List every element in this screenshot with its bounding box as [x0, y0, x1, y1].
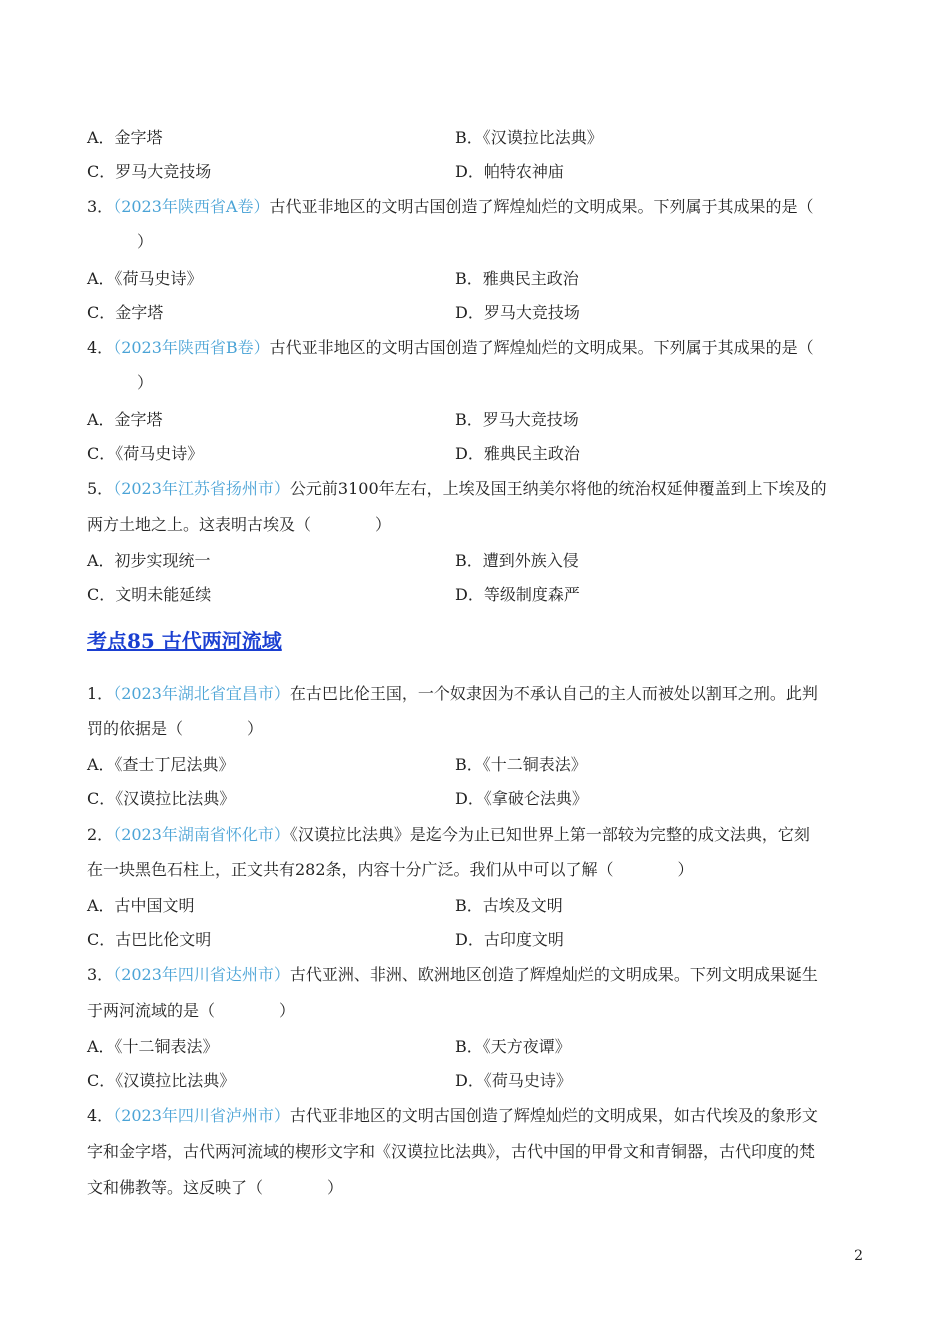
option-b: B．罗马大竞技场 — [455, 410, 579, 429]
option-a: A．《十二铜表法》 — [87, 1037, 219, 1056]
question-source: （2023年陕西省B卷） — [113, 338, 270, 357]
option-b: B．雅典民主政治 — [455, 269, 579, 288]
question-source: （2023年湖北省宜昌市） — [113, 684, 290, 703]
question-text: 古代亚洲、非洲、欧洲地区创造了辉煌灿烂的文明成果。下列文明成果诞生 — [289, 965, 818, 984]
question-number: 4． — [87, 1106, 114, 1125]
question-3-continued: ） — [137, 232, 154, 251]
option-a: A．《查士丁尼法典》 — [87, 755, 235, 774]
option-a: A．古中国文明 — [87, 896, 195, 915]
question-4-continued: ） — [137, 373, 154, 392]
question-source: （2023年四川省达州市） — [113, 965, 290, 984]
option-c: C．文明未能延续 — [87, 585, 212, 604]
option-c: C．罗马大竞技场 — [87, 162, 212, 181]
question-1-continued: 罚的依据是（ ） — [87, 719, 264, 738]
question-number: 3． — [87, 965, 114, 984]
option-b: B．《十二铜表法》 — [455, 755, 587, 774]
question-source: （2023年四川省泸州市） — [113, 1106, 290, 1125]
question-4b-continued: 字和金字塔，古代两河流域的楔形文字和《汉谟拉比法典》，古代中国的甲骨文和青铜器，古代印度的梵 — [87, 1142, 816, 1161]
question-number: 5． — [87, 479, 114, 498]
question-text: 《汉谟拉比法典》是迄今为止已知世界上第一部较为完整的成文法典，它刻 — [289, 825, 810, 844]
question-source: （2023年江苏省扬州市） — [113, 479, 290, 498]
question-number: 1． — [87, 684, 114, 703]
question-4b-continued-2: 文和佛教等。这反映了（ ） — [87, 1178, 344, 1197]
question-3 — [87, 196, 863, 218]
option-b: B．《汉谟拉比法典》 — [455, 128, 603, 147]
question-text: 古代亚非地区的文明古国创造了辉煌灿烂的文明成果，如古代埃及的象形文 — [289, 1106, 818, 1125]
option-b: B．遭到外族入侵 — [455, 551, 579, 570]
question-source: （2023年陕西省A卷） — [113, 197, 270, 216]
question-5 — [87, 478, 863, 500]
question-text: 古代亚非地区的文明古国创造了辉煌灿烂的文明成果。下列属于其成果的是（ — [269, 197, 814, 216]
option-a: A．金字塔 — [87, 410, 163, 429]
option-d: D．等级制度森严 — [455, 585, 580, 604]
question-3b-continued: 于两河流域的是（ ） — [87, 1001, 296, 1020]
question-4b — [87, 1105, 863, 1127]
question-2-continued: 在一块黑色石柱上，正文共有282条，内容十分广泛。我们从中可以了解（ ） — [87, 860, 694, 879]
question-number: 2． — [87, 825, 114, 844]
question-text: 在古巴比伦王国，一个奴隶因为不承认自己的主人而被处以割耳之刑。此判 — [289, 684, 818, 703]
option-c: C．《汉谟拉比法典》 — [87, 789, 236, 808]
option-a: A．《荷马史诗》 — [87, 269, 203, 288]
option-d: D．古印度文明 — [455, 930, 564, 949]
question-source: （2023年湖南省怀化市） — [113, 825, 290, 844]
section-heading: 考点85 古代两河流域 — [87, 629, 282, 653]
option-b: B．《天方夜谭》 — [455, 1037, 571, 1056]
question-3b — [87, 964, 863, 986]
option-c: C．金字塔 — [87, 303, 164, 322]
option-d: D．《荷马史诗》 — [455, 1071, 572, 1090]
option-a: A．初步实现统一 — [87, 551, 211, 570]
question-text: 古代亚非地区的文明古国创造了辉煌灿烂的文明成果。下列属于其成果的是（ — [269, 338, 814, 357]
question-number: 4． — [87, 338, 114, 357]
option-d: D．帕特农神庙 — [455, 162, 564, 181]
question-1 — [87, 683, 863, 705]
option-d: D．罗马大竞技场 — [455, 303, 580, 322]
page-number: 2 — [854, 1248, 863, 1264]
question-4 — [87, 337, 863, 359]
option-c: C．《汉谟拉比法典》 — [87, 1071, 236, 1090]
question-5-continued: 两方土地之上。这表明古埃及（ ） — [87, 515, 392, 534]
question-2 — [87, 824, 863, 846]
option-c: C．《荷马史诗》 — [87, 444, 204, 463]
option-b: B．古埃及文明 — [455, 896, 563, 915]
option-c: C．古巴比伦文明 — [87, 930, 212, 949]
option-a: A．金字塔 — [87, 128, 163, 147]
question-number: 3． — [87, 197, 114, 216]
option-d: D．雅典民主政治 — [455, 444, 580, 463]
question-text: 公元前3100年左右，上埃及国王纳美尔将他的统治权延伸覆盖到上下埃及的 — [289, 479, 827, 498]
option-d: D．《拿破仑法典》 — [455, 789, 588, 808]
